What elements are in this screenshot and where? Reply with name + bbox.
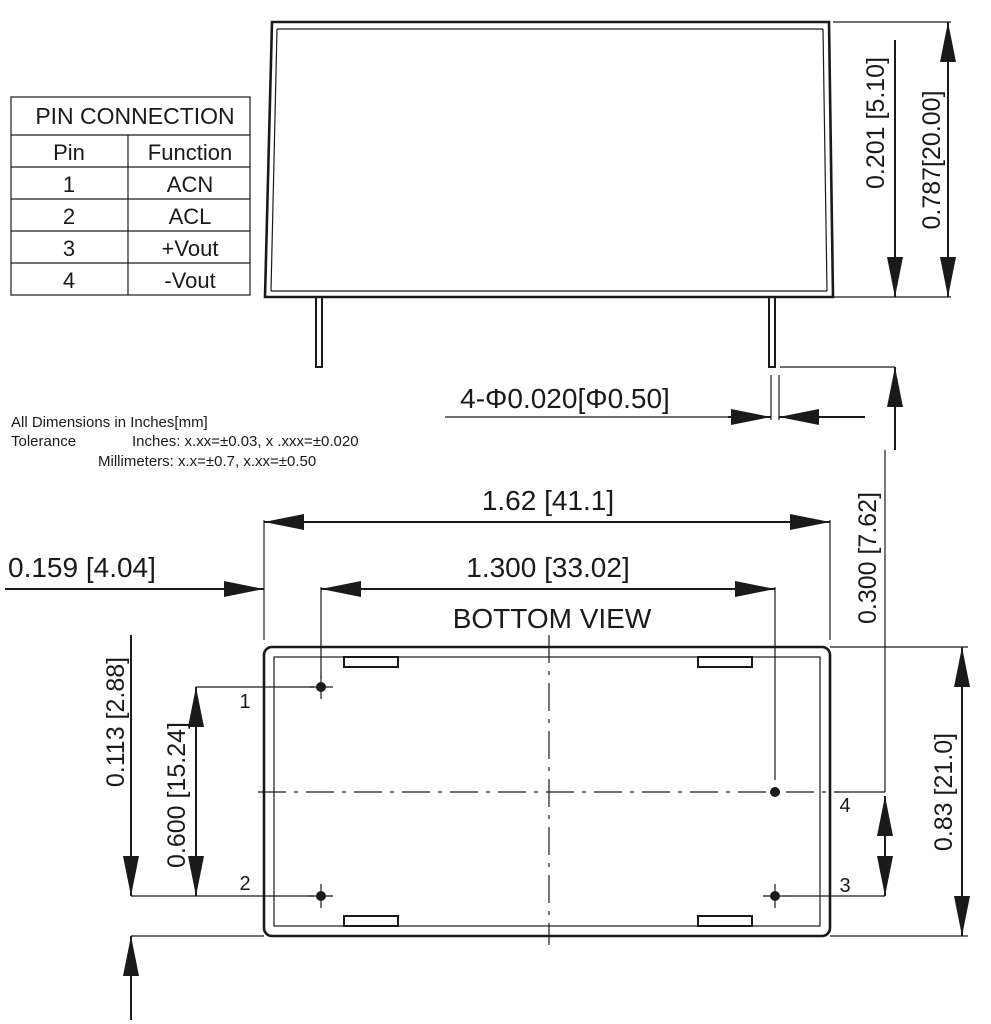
bottom-view-label: BOTTOM VIEW	[452, 603, 652, 634]
pin-4	[770, 787, 780, 797]
dim-width: 0.83 [21.0]	[930, 732, 958, 852]
table-cell-function: +Vout	[161, 236, 219, 261]
dimension-notes	[11, 414, 359, 470]
dim-total-height: 0.787[20.00]	[918, 90, 946, 230]
dim-pin-pitch-y: 0.600 [15.24]	[163, 722, 191, 868]
standoff	[698, 916, 752, 926]
dim-top-offset: 0.113 [2.88]	[102, 656, 130, 788]
pin-label-2: 2	[239, 873, 251, 895]
dim-left-offset: 0.159 [4.04]	[8, 552, 156, 583]
pin-label-1: 1	[239, 691, 251, 713]
note-tolerance-inches: Inches: x.xx=±0.03, x .xxx=±0.020	[132, 433, 359, 450]
table-cell-pin: 2	[62, 204, 76, 229]
side-pin-right	[769, 297, 775, 367]
bottom-view	[5, 450, 968, 1020]
standoff	[344, 916, 398, 926]
pin-connection-table	[11, 97, 250, 295]
table-title: PIN CONNECTION	[35, 103, 235, 129]
pin-label-3: 3	[839, 875, 851, 897]
table-cell-pin: 1	[62, 172, 76, 197]
standoff	[344, 657, 398, 667]
dim-right-offset: 0.300 [7.62]	[854, 491, 882, 625]
side-pin-left	[316, 297, 322, 367]
side-view-body	[265, 22, 833, 297]
table-cell-pin: 3	[62, 236, 76, 261]
dim-length: 1.62 [41.1]	[481, 485, 615, 516]
table-header-function: Function	[147, 140, 233, 165]
side-view	[265, 22, 951, 450]
note-units: All Dimensions in Inches[mm]	[11, 414, 208, 431]
table-cell-function: ACL	[168, 204, 212, 229]
table-header-pin: Pin	[53, 140, 85, 165]
table-cell-function: ACN	[166, 172, 214, 197]
pin-label-4: 4	[839, 795, 851, 817]
dim-body-height: 0.201 [5.10]	[862, 56, 890, 190]
note-tolerance-mm: Millimeters: x.x=±0.7, x.xx=±0.50	[98, 453, 317, 470]
standoff	[698, 657, 752, 667]
table-cell-pin: 4	[62, 268, 76, 293]
pin-3	[763, 884, 787, 908]
table-cell-function: -Vout	[164, 268, 216, 293]
note-tolerance-label: Tolerance	[11, 433, 77, 450]
dim-pin-diameter: 4-Φ0.020[Φ0.50]	[460, 383, 670, 414]
dim-pin-pitch-x: 1.300 [33.02]	[466, 552, 630, 583]
